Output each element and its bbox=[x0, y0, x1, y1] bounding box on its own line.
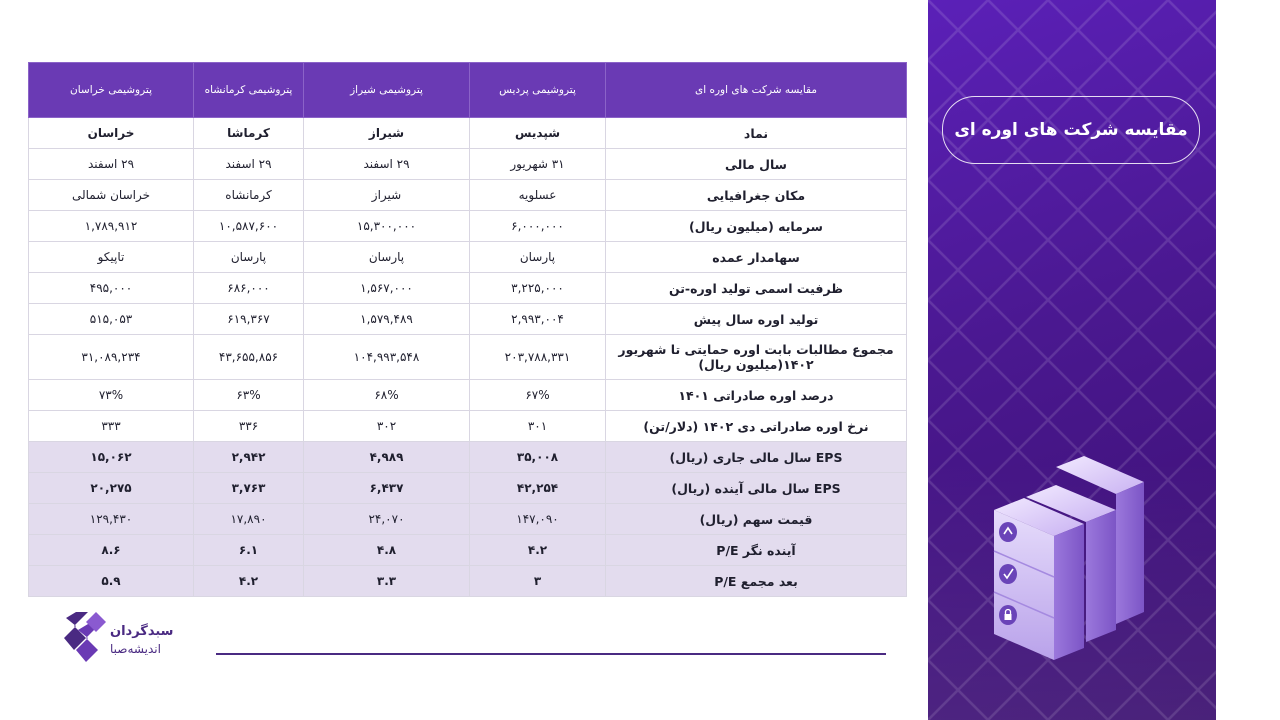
logo-text-line1: سبدگردان bbox=[110, 624, 174, 639]
table-cell: ۱۰۴,۹۹۳,۵۴۸ bbox=[304, 335, 470, 380]
table-cell: ۳۵,۰۰۸ bbox=[470, 442, 606, 473]
table-row bbox=[29, 380, 907, 411]
table-cell: ۱۵,۰۶۲ bbox=[29, 442, 194, 473]
table-cell: ۶,۴۳۷ bbox=[304, 473, 470, 504]
table-cell: کرماشا bbox=[194, 118, 304, 149]
panel-title: مقایسه شرکت های اوره ای bbox=[942, 96, 1200, 164]
chart-icon bbox=[999, 522, 1017, 542]
table-cell: ۳۰۲ bbox=[304, 411, 470, 442]
comparison-table-container bbox=[28, 62, 906, 597]
table-cell: ۴.۲ bbox=[470, 535, 606, 566]
table-cell: پارسان bbox=[194, 242, 304, 273]
row-label: نماد bbox=[606, 118, 907, 149]
table-cell: کرمانشاه bbox=[194, 180, 304, 211]
header-cell: پتروشیمی کرمانشاه bbox=[194, 63, 304, 118]
footer-divider bbox=[216, 653, 886, 655]
table-row bbox=[29, 211, 907, 242]
table-cell: ۳,۲۲۵,۰۰۰ bbox=[470, 273, 606, 304]
table-cell: ۶۳% bbox=[194, 380, 304, 411]
table-cell: شیراز bbox=[304, 180, 470, 211]
row-label: سرمایه (میلیون ریال) bbox=[606, 211, 907, 242]
table-cell: ۲۹ اسفند bbox=[194, 149, 304, 180]
table-row bbox=[29, 566, 907, 597]
table-row bbox=[29, 304, 907, 335]
table-row bbox=[29, 335, 907, 380]
table-cell: ۱۵,۳۰۰,۰۰۰ bbox=[304, 211, 470, 242]
table-row bbox=[29, 442, 907, 473]
table-cell: ۲۰۳,۷۸۸,۳۳۱ bbox=[470, 335, 606, 380]
row-label: ظرفیت اسمی تولید اوره-تن bbox=[606, 273, 907, 304]
table-row bbox=[29, 118, 907, 149]
table-cell: ۳۱,۰۸۹,۲۳۴ bbox=[29, 335, 194, 380]
row-label: آینده نگر P/E bbox=[606, 535, 907, 566]
table-cell: ۱۴۷,۰۹۰ bbox=[470, 504, 606, 535]
table-cell: خراسان bbox=[29, 118, 194, 149]
table-cell: عسلویه bbox=[470, 180, 606, 211]
table-cell: ۲,۹۹۳,۰۰۴ bbox=[470, 304, 606, 335]
table-cell: ۵۱۵,۰۵۳ bbox=[29, 304, 194, 335]
table-cell: ۳ bbox=[470, 566, 606, 597]
table-cell: ۴۳,۶۵۵,۸۵۶ bbox=[194, 335, 304, 380]
company-logo bbox=[62, 610, 192, 666]
table-row bbox=[29, 273, 907, 304]
table-cell: ۱۰,۵۸۷,۶۰۰ bbox=[194, 211, 304, 242]
isometric-steps-illustration bbox=[986, 452, 1156, 662]
table-cell: ۶۸% bbox=[304, 380, 470, 411]
comparison-table bbox=[28, 62, 907, 597]
row-label: سال مالی bbox=[606, 149, 907, 180]
table-cell: ۲,۹۴۲ bbox=[194, 442, 304, 473]
table-cell: ۱,۷۸۹,۹۱۲ bbox=[29, 211, 194, 242]
table-cell: تاپیکو bbox=[29, 242, 194, 273]
row-label: مجموع مطالبات بابت اوره حمایتی تا شهریور ۱۴۰۲(میلیون ریال) bbox=[606, 335, 907, 380]
table-cell: ۱۷,۸۹۰ bbox=[194, 504, 304, 535]
table-cell: ۴۹۵,۰۰۰ bbox=[29, 273, 194, 304]
row-label: مکان جغرافیایی bbox=[606, 180, 907, 211]
side-panel bbox=[928, 0, 1216, 720]
header-cell: پتروشیمی پردیس bbox=[470, 63, 606, 118]
row-label: EPS سال مالی جاری (ریال) bbox=[606, 442, 907, 473]
table-cell: ۳۳۳ bbox=[29, 411, 194, 442]
table-cell: ۶۷% bbox=[470, 380, 606, 411]
table-cell: ۴,۹۸۹ bbox=[304, 442, 470, 473]
row-label: سهامدار عمده bbox=[606, 242, 907, 273]
logo-text-line2: اندیشه‌صبا bbox=[110, 642, 161, 656]
table-cell: ۳۳۶ bbox=[194, 411, 304, 442]
table-cell: خراسان شمالی bbox=[29, 180, 194, 211]
table-cell: ۳۱ شهریور bbox=[470, 149, 606, 180]
table-cell: پارسان bbox=[470, 242, 606, 273]
row-label: بعد مجمع P/E bbox=[606, 566, 907, 597]
header-cell: پتروشیمی خراسان bbox=[29, 63, 194, 118]
table-cell: ۳۰۱ bbox=[470, 411, 606, 442]
table-row bbox=[29, 411, 907, 442]
table-row bbox=[29, 504, 907, 535]
table-cell: ۴۲,۲۵۴ bbox=[470, 473, 606, 504]
table-cell: ۴.۸ bbox=[304, 535, 470, 566]
table-cell: ۵.۹ bbox=[29, 566, 194, 597]
table-cell: شیراز bbox=[304, 118, 470, 149]
row-label: درصد اوره صادراتی ۱۴۰۱ bbox=[606, 380, 907, 411]
row-label: قیمت سهم (ریال) bbox=[606, 504, 907, 535]
table-header-row bbox=[29, 63, 907, 118]
header-cell: پتروشیمی شیراز bbox=[304, 63, 470, 118]
table-cell: ۱,۵۶۷,۰۰۰ bbox=[304, 273, 470, 304]
table-cell: ۶۸۶,۰۰۰ bbox=[194, 273, 304, 304]
row-label: EPS سال مالی آینده (ریال) bbox=[606, 473, 907, 504]
table-cell: ۲۴,۰۷۰ bbox=[304, 504, 470, 535]
logo-mark-icon bbox=[62, 610, 108, 664]
table-cell: ۶.۱ bbox=[194, 535, 304, 566]
header-cell: مقایسه شرکت های اوره ای bbox=[606, 63, 907, 118]
check-icon bbox=[999, 564, 1017, 584]
table-cell: ۸.۶ bbox=[29, 535, 194, 566]
row-label: تولید اوره سال پیش bbox=[606, 304, 907, 335]
table-cell: ۴.۲ bbox=[194, 566, 304, 597]
table-cell: شپدیس bbox=[470, 118, 606, 149]
table-cell: ۶,۰۰۰,۰۰۰ bbox=[470, 211, 606, 242]
table-row bbox=[29, 149, 907, 180]
table-cell: ۱۲۹,۴۳۰ bbox=[29, 504, 194, 535]
table-cell: ۳.۳ bbox=[304, 566, 470, 597]
table-cell: ۱,۵۷۹,۴۸۹ bbox=[304, 304, 470, 335]
table-cell: ۲۹ اسفند bbox=[304, 149, 470, 180]
table-cell: ۶۱۹,۳۶۷ bbox=[194, 304, 304, 335]
table-cell: پارسان bbox=[304, 242, 470, 273]
table-cell: ۷۳% bbox=[29, 380, 194, 411]
table-row bbox=[29, 535, 907, 566]
table-row bbox=[29, 473, 907, 504]
row-label: نرخ اوره صادراتی دی ۱۴۰۲ (دلار/تن) bbox=[606, 411, 907, 442]
table-cell: ۳,۷۶۳ bbox=[194, 473, 304, 504]
table-row bbox=[29, 180, 907, 211]
table-cell: ۲۰,۲۷۵ bbox=[29, 473, 194, 504]
table-row bbox=[29, 242, 907, 273]
table-cell: ۲۹ اسفند bbox=[29, 149, 194, 180]
